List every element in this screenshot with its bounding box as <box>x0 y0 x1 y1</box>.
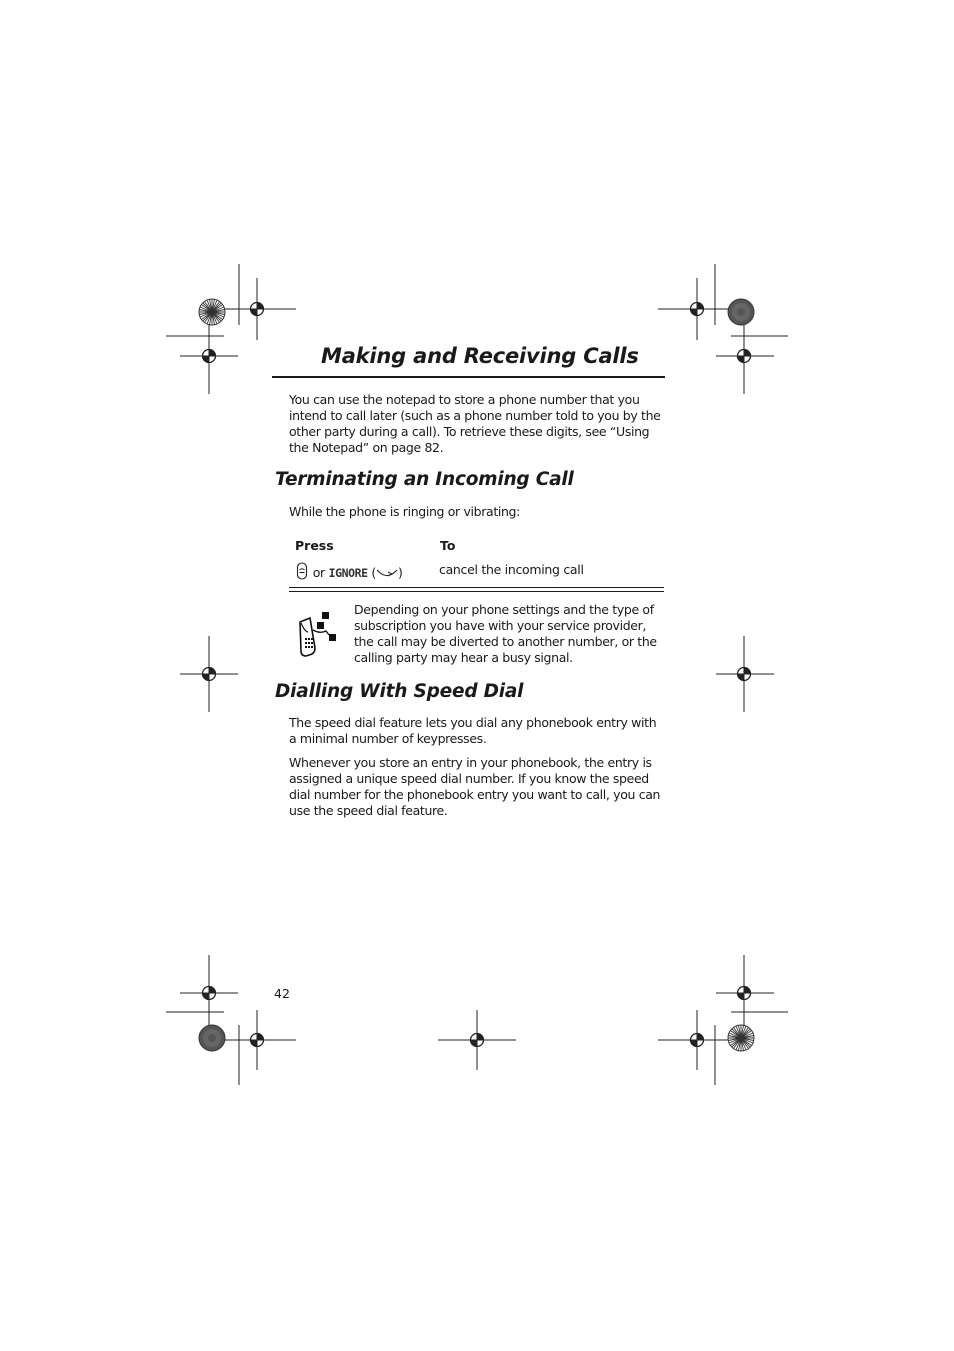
heading-terminating-call: Terminating an Incoming Call <box>275 469 574 490</box>
note-paragraph: Depending on your phone settings and the type of subscription you have with your service provider, the call may be diverted to another number, or the calling party may hear a busy signal. <box>354 602 657 665</box>
table-rule-top <box>289 587 664 588</box>
end-key-icon <box>295 562 309 580</box>
row-press-cell <box>295 562 403 580</box>
speed-dial-paragraph-1: The speed dial feature lets you dial any phonebook entry with a minimal number of keypresses. <box>289 715 657 746</box>
speed-dial-paragraph-2: Whenever you store an entry in your phonebook, the entry is assigned a unique speed dial number. If you know the speed dial number for the phonebook entry you want to call, you can use the speed dial feature. <box>289 755 661 818</box>
page-title: Making and Receiving Calls <box>321 344 639 368</box>
page-number: 42 <box>274 986 290 1001</box>
intro-paragraph: You can use the notepad to store a phone number that you intend to call later (such as a phone number told to you by the other party during a call). To retrieve these digits, see “Using the Notepad” on page 82. <box>289 392 661 455</box>
column-header-press: Press <box>295 538 334 553</box>
heading-speed-dial: Dialling With Speed Dial <box>275 681 524 702</box>
paren-open: ( <box>371 565 376 580</box>
title-rule <box>272 376 665 378</box>
terminating-lead: While the phone is ringing or vibrating: <box>289 504 521 519</box>
table-rule-bottom <box>289 591 664 592</box>
ignore-key-label: IGNORE <box>328 566 368 580</box>
press-or-text: or <box>312 565 325 580</box>
row-to-cell: cancel the incoming call <box>439 562 584 577</box>
paren-close: ) <box>397 565 403 580</box>
network-feature-icon <box>296 610 340 660</box>
right-soft-key-icon <box>376 568 398 580</box>
column-header-to: To <box>440 538 456 553</box>
